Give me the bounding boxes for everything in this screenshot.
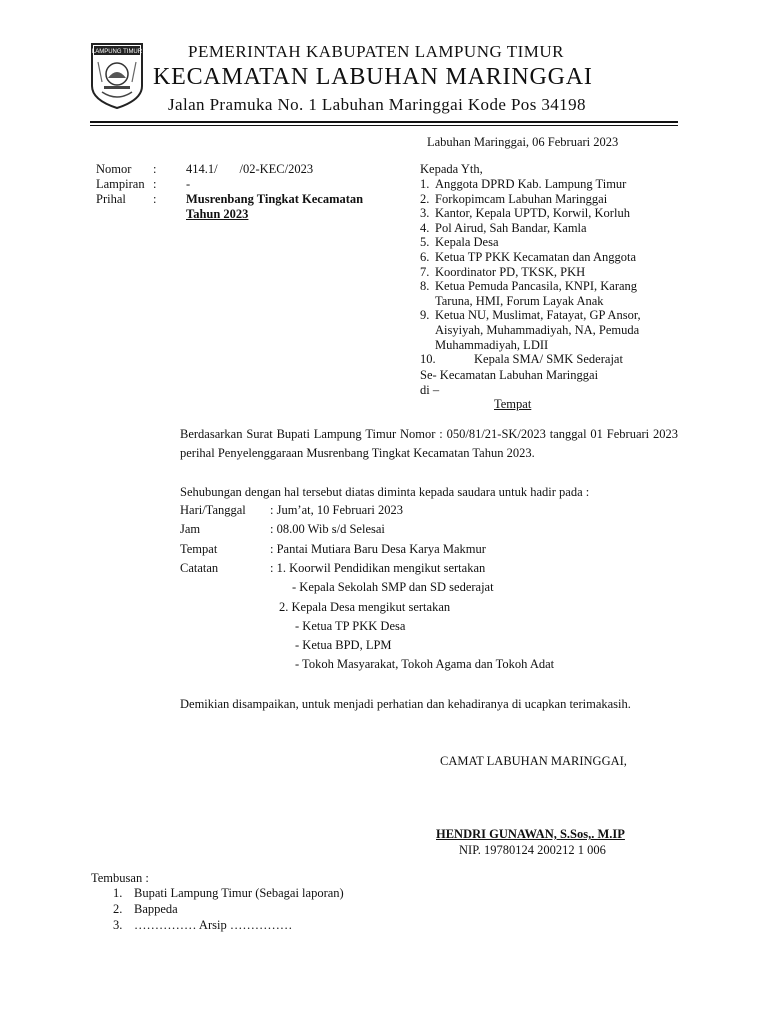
recipients-tempat: Tempat — [494, 397, 532, 411]
jam-label: Jam — [180, 522, 201, 536]
recipient-text: Ketua Pemuda Pancasila, KNPI, Karang — [435, 279, 638, 294]
tembusan-header: Tembusan : — [91, 871, 149, 885]
recipient-number: 8. — [420, 279, 430, 294]
recipient-10-text: Kepala SMA/ SMK Sederajat — [474, 352, 623, 366]
recipient-text: Forkopimcam Labuhan Maringgai — [435, 191, 608, 206]
signature-nip: NIP. 19780124 200212 1 006 — [459, 843, 606, 857]
tembusan-text: Bappeda — [134, 902, 178, 916]
header-rule-thin — [90, 125, 678, 126]
recipient-number: 5. — [420, 235, 430, 250]
prihal-label: Prihal — [96, 192, 126, 206]
tembusan-number: 2. — [113, 902, 123, 916]
hari-label: Hari/Tanggal — [180, 503, 246, 517]
catatan-2a: - Ketua TP PKK Desa — [295, 619, 406, 633]
recipient-number: 3. — [420, 206, 430, 221]
lampiran-value: - — [186, 177, 191, 191]
recipient-text: Anggota DPRD Kab. Lampung Timur — [435, 177, 627, 191]
catatan-2: 2. Kepala Desa mengikut sertakan — [279, 600, 451, 614]
tempat-label: Tempat — [180, 542, 218, 556]
header-rule-thick — [90, 121, 678, 123]
tembusan-number: 1. — [113, 886, 123, 900]
nomor-colon: : — [153, 162, 157, 176]
recipient-text: Ketua NU, Muslimat, Fatayat, GP Ansor, — [435, 308, 641, 323]
nomor-value: 414.1/ /02-KEC/2023 — [186, 162, 314, 176]
recipient-number: 2. — [420, 191, 430, 206]
hari-value: : Jum’at, 10 Februari 2023 — [270, 503, 403, 517]
district-title: KECAMATAN LABUHAN MARINGGAI — [153, 64, 593, 90]
recipient-text: Koordinator PD, TKSK, PKH — [435, 264, 586, 279]
recipient-10-number: 10. — [420, 352, 436, 366]
catatan-1a: - Kepala Sekolah SMP dan SD sederajat — [292, 580, 494, 594]
regency-logo — [90, 42, 144, 110]
signature-title: CAMAT LABUHAN MARINGGAI, — [440, 754, 627, 768]
closing-paragraph: Demikian disampaikan, untuk menjadi perhatian dan kehadiranya di ucapkan terimakasih. — [180, 697, 631, 711]
gov-title: PEMERINTAH KABUPATEN LAMPUNG TIMUR — [188, 42, 564, 61]
recipient-number: 9. — [420, 308, 430, 323]
prihal-line1: Musrenbang Tingkat Kecamatan — [186, 192, 364, 206]
recipient-text: Muhammadiyah, LDII — [435, 337, 549, 352]
recipients-se: Se- Kecamatan Labuhan Maringgai — [420, 368, 599, 382]
nomor-label: Nomor — [96, 162, 132, 176]
prihal-line2: Tahun 2023 — [186, 207, 249, 221]
recipients-di: di – — [420, 383, 440, 397]
recipient-text: Ketua TP PKK Kecamatan dan Anggota — [435, 250, 636, 264]
recipient-text: Aisyiyah, Muhammadiyah, NA, Pemuda — [435, 323, 640, 337]
recipient-number: 4. — [420, 220, 430, 235]
body-paragraph-2: Sehubungan dengan hal tersebut diatas diminta kepada saudara untuk hadir pada : — [180, 485, 590, 499]
recipient-text: Kantor, Kepala UPTD, Korwil, Korluh — [435, 206, 630, 221]
tembusan-text: …………… Arsip …………… — [134, 918, 293, 932]
address-line: Jalan Pramuka No. 1 Labuhan Maringgai Kode Pos 34198 — [168, 95, 586, 114]
recipient-text: Taruna, HMI, Forum Layak Anak — [435, 293, 604, 308]
catatan-2b: - Ketua BPD, LPM — [295, 638, 392, 652]
jam-value: : 08.00 Wib s/d Selesai — [270, 522, 385, 536]
tembusan-text: Bupati Lampung Timur (Sebagai laporan) — [134, 886, 344, 900]
signature-name: HENDRI GUNAWAN, S.Sos,. M.IP — [436, 827, 625, 841]
recipient-number: 1. — [420, 177, 430, 191]
body-paragraph-1: Berdasarkan Surat Bupati Lampung Timur Nomor : 050/81/21-SK/2023 tanggal 01 Februari 2023 perihal Penyelenggaraan Musrenbang Tingkat Kecamatan Tahun 2023. — [180, 427, 678, 460]
recipient-number: 6. — [420, 250, 430, 264]
recipients-header: Kepada Yth, — [420, 162, 483, 176]
tembusan-number: 3. — [113, 918, 123, 932]
recipient-text: Pol Airud, Sah Bandar, Kamla — [435, 220, 587, 235]
catatan-2c: - Tokoh Masyarakat, Tokoh Agama dan Tokoh Adat — [295, 657, 555, 671]
catatan-value: : 1. Koorwil Pendidikan mengikut sertakan — [270, 561, 486, 575]
tempat-value: : Pantai Mutiara Baru Desa Karya Makmur — [270, 542, 486, 556]
lampiran-colon: : — [153, 177, 157, 191]
svg-text:LAMPUNG TIMUR: LAMPUNG TIMUR — [91, 49, 143, 55]
catatan-label: Catatan — [180, 561, 219, 575]
recipient-number: 7. — [420, 264, 430, 279]
prihal-colon: : — [153, 192, 157, 206]
lampiran-label: Lampiran — [96, 177, 145, 191]
recipient-text: Kepala Desa — [435, 235, 499, 250]
date-line: Labuhan Maringgai, 06 Februari 2023 — [427, 135, 619, 149]
